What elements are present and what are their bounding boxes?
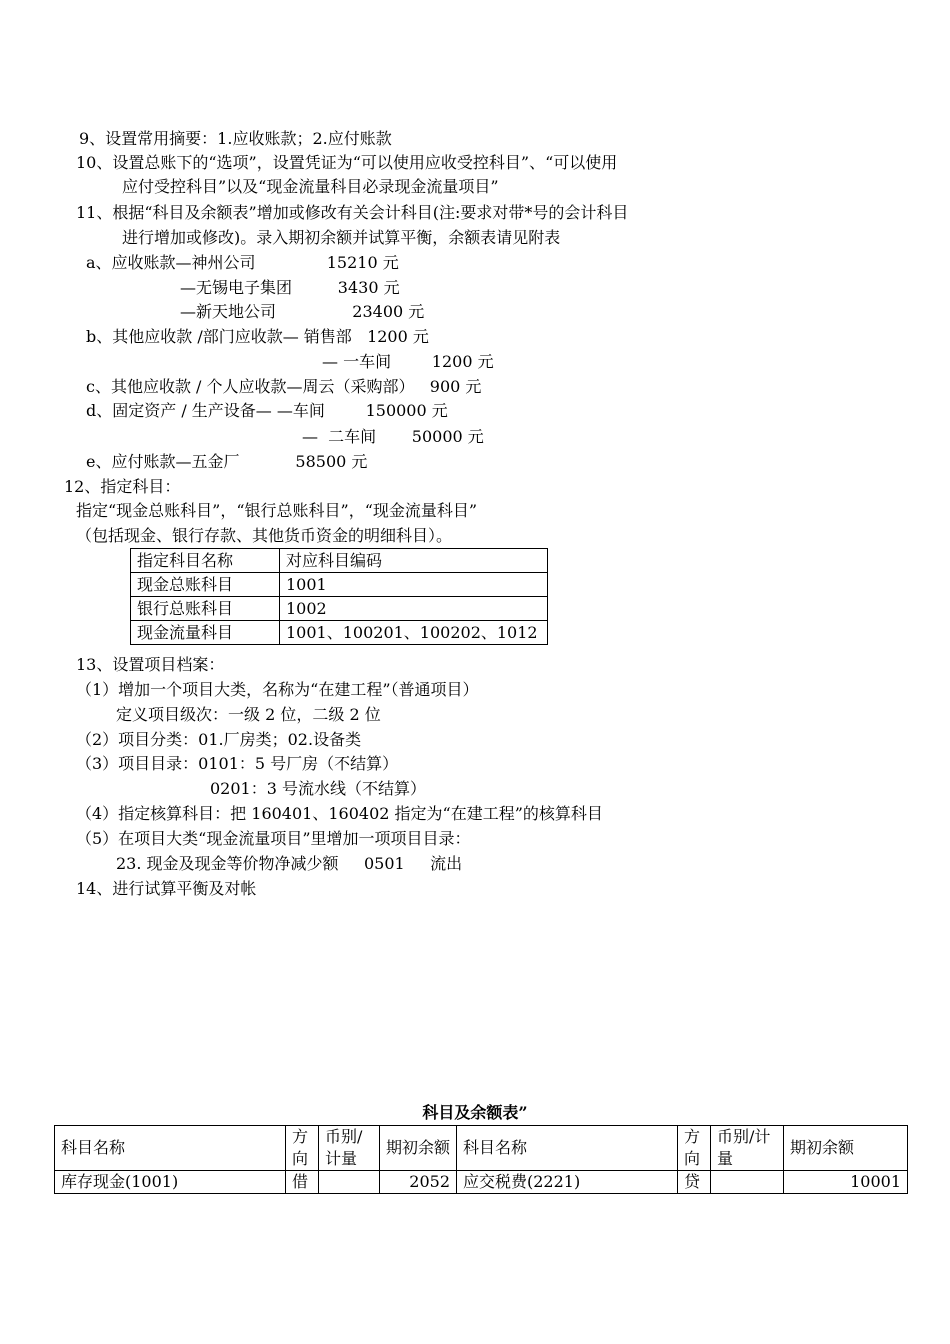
table-cell	[319, 1171, 380, 1194]
line-17: 13、设置项目档案：	[76, 655, 225, 674]
header-cell: 方向	[286, 1126, 319, 1171]
line-15: 指定“现金总账科目”，“银行总账科目”，“现金流量科目”	[76, 501, 478, 520]
table-cell: 现金流量科目	[131, 621, 280, 645]
balance-table	[54, 1125, 908, 1194]
line-26: 14、进行试算平衡及对帐	[76, 879, 257, 898]
header-cell: 科目名称	[457, 1126, 678, 1171]
line-19: 定义项目级次：一级 2 位，二级 2 位	[116, 705, 381, 724]
header-cell: 科目名称	[55, 1126, 286, 1171]
line-12: — 二车间 50000 元	[302, 427, 484, 446]
table-cell: 库存现金(1001)	[55, 1171, 286, 1194]
header-cell: 方向	[678, 1126, 711, 1171]
table-cell: 贷	[678, 1171, 711, 1194]
table-header	[55, 1126, 908, 1171]
table-cell: 应交税费(2221)	[457, 1171, 678, 1194]
line-18: （1）增加一个项目大类，名称为“在建工程”（普通项目）	[76, 680, 479, 699]
line-3: 11、根据“科目及余额表”增加或修改有关会计科目(注:要求对带*号的会计科目	[76, 203, 629, 222]
line-23: （4）指定核算科目：把 160401、160402 指定为“在建工程”的核算科目	[76, 804, 603, 823]
table-cell: 1002	[280, 597, 548, 621]
line-25: 23. 现金及现金等价物净减少额 0501 流出	[116, 854, 463, 873]
line-2: 应付受控科目”以及“现金流量科目必录现金流量项目”	[122, 177, 499, 196]
line-6: —无锡电子集团 3430 元	[180, 278, 400, 297]
header-cell: 期初余额	[380, 1126, 457, 1171]
table-row	[131, 621, 548, 645]
line-1: 10、设置总账下的“选项”，设置凭证为“可以使用应收受控科目”、“可以使用	[76, 153, 618, 172]
table-cell: 借	[286, 1171, 319, 1194]
table-cell	[711, 1171, 784, 1194]
line-7: —新天地公司 23400 元	[180, 302, 425, 321]
balance-table-title: 科目及余额表”	[422, 1103, 528, 1122]
line-20: （2）项目分类：01.厂房类；02.设备类	[76, 730, 362, 749]
table-cell: 银行总账科目	[131, 597, 280, 621]
table-row	[131, 597, 548, 621]
line-11: d、固定资产 / 生产设备— —车间 150000 元	[86, 401, 448, 420]
table-row	[55, 1171, 908, 1194]
table-cell: 现金总账科目	[131, 573, 280, 597]
table-cell: 10001	[784, 1171, 908, 1194]
header-cell: 币别/计量	[711, 1126, 784, 1171]
designated-accounts-table	[130, 548, 548, 645]
table-row	[131, 573, 548, 597]
header-cell: 指定科目名称	[131, 549, 280, 573]
table-header	[131, 549, 548, 573]
table-cell: 1001	[280, 573, 548, 597]
table-cell: 2052	[380, 1171, 457, 1194]
line-14: 12、指定科目：	[64, 477, 181, 496]
header-cell: 对应科目编码	[280, 549, 548, 573]
line-0: 9、设置常用摘要：1.应收账款；2.应付账款	[79, 129, 392, 148]
header-cell: 币别/计量	[319, 1126, 380, 1171]
line-24: （5）在项目大类“现金流量项目”里增加一项项目目录：	[76, 829, 471, 848]
line-10: c、其他应收款 / 个人应收款—周云（采购部） 900 元	[86, 377, 482, 396]
line-9: — 一车间 1200 元	[322, 352, 494, 371]
line-8: b、其他应收款 /部门应收款— 销售部 1200 元	[86, 327, 429, 346]
table-cell: 1001、100201、100202、1012	[280, 621, 548, 645]
line-16: （包括现金、银行存款、其他货币资金的明细科目）。	[76, 526, 453, 545]
header-cell: 期初余额	[784, 1126, 908, 1171]
line-22: 0201：3 号流水线（不结算）	[210, 779, 426, 798]
line-5: a、应收账款—神州公司 15210 元	[86, 253, 399, 272]
line-4: 进行增加或修改)。录入期初余额并试算平衡，余额表请见附表	[122, 228, 561, 247]
line-13: e、应付账款—五金厂 58500 元	[86, 452, 368, 471]
line-21: （3）项目目录：0101：5 号厂房（不结算）	[76, 754, 399, 773]
